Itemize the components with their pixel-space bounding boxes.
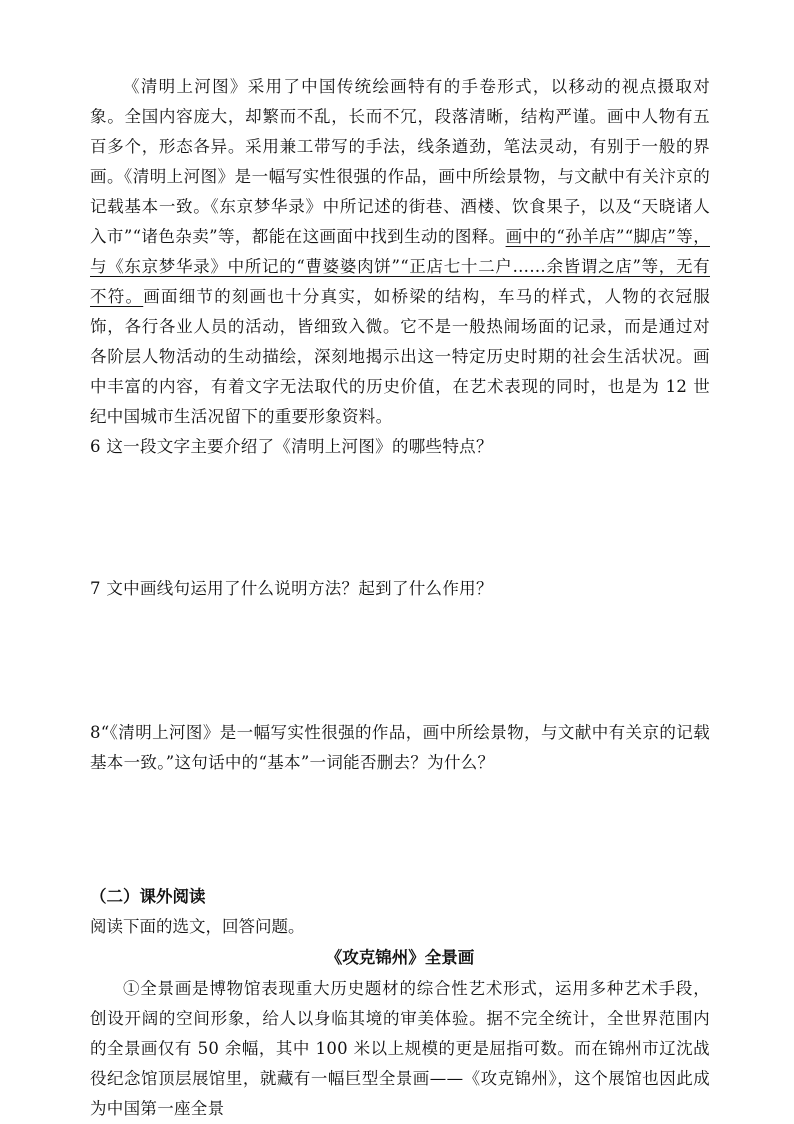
passage-text-part1: 《清明上河图》采用了中国传统绘画特有的手卷形式，以移动的视点摄取对象。全国内容庞大，却繁而不乱，长而不冗，段落清晰，结构严谨。画中人物有五百多个，形态各异。采用兼工带写的手法，线条遒劲，笔法灵动，有别于一般的界画。《清明上河图》是一幅写实性很强的作品，画中所绘景物，与文献中有关汴京的记载基本一致。《东京梦华录》中所记述的街巷、酒楼、饮食果子，以及“天晓诸人入市”“诸色杂卖”等，都能在这画面中找到生动的图释。	[90, 77, 710, 246]
question-6: 6 这一段文字主要介绍了《清明上河图》的哪些特点？	[90, 437, 493, 456]
passage-paragraph	[90, 72, 710, 432]
section-title: （二）课外阅读	[90, 887, 206, 906]
document-page	[90, 72, 710, 1124]
article-title: 《攻克锦州》全景画	[325, 948, 475, 967]
passage-text-part2: 画面细节的刻画也十分真实，如桥梁的结构，车马的样式，人物的衣冠服饰，各行各业人员的活动，皆细致入微。它不是一般热闹场面的记录，而是通过对各阶层人物活动的生动描绘，深刻地揭示出这一特定历史时期的社会生活状况。画中丰富的内容，有着文字无法取代的历史价值，在艺术表现的同时，也是为 12 世纪中国城市生活况留下的重要形象资料。	[90, 287, 710, 426]
question-7: 7 文中画线句运用了什么说明方法？起到了什么作用？	[90, 579, 493, 598]
article-paragraph-1: ①全景画是博物馆表现重大历史题材的综合性艺术形式，运用多种艺术手段，创设开阔的空间形象，给人以身临其境的审美体验。据不完全统计，全世界范围内的全景画仅有 50 余幅，其中 100 米以上规模的更是屈指可数。而在锦州市辽沈战役纪念馆顶层展馆里，就藏有一幅巨型全景画——《攻克锦州》，这个展馆也因此成为中国第一座全景	[90, 979, 710, 1118]
underlined-sentence: 画中的“孙羊店”“脚店”等，与《东京梦华录》中所记的“曹婆婆肉饼”“正店七十二户……余皆谓之店”等，无有不符。	[90, 227, 710, 306]
reading-instruction: 阅读下面的选文，回答问题。	[90, 917, 305, 936]
question-8: 8“《清明上河图》是一幅写实性很强的作品，画中所绘景物，与文献中有关京的记载基本一致。”这句话中的“基本”一词能否删去？为什么？	[90, 723, 710, 772]
